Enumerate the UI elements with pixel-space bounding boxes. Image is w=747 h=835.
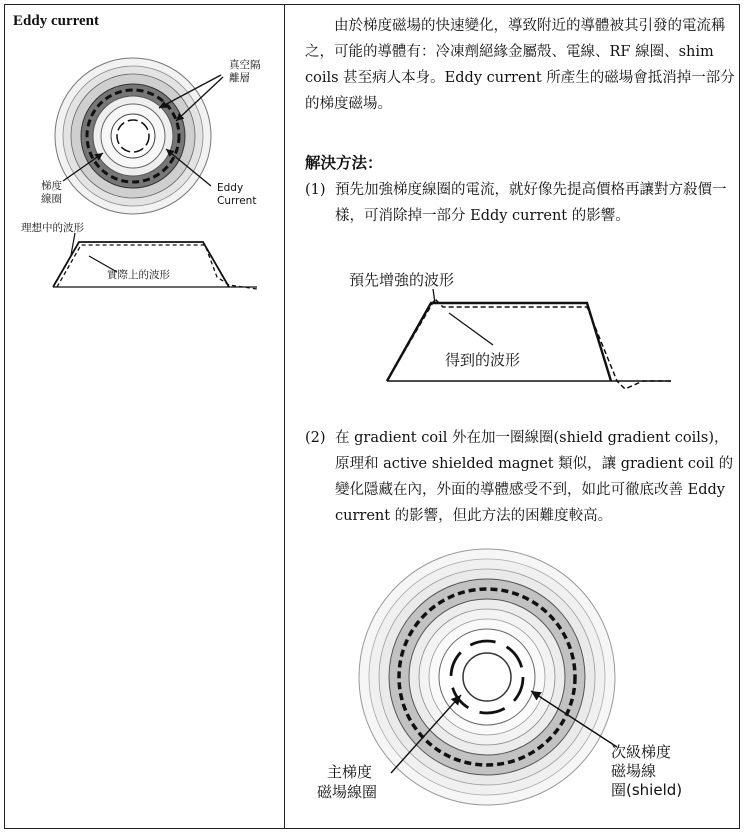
item-1-number: (1)	[305, 182, 326, 198]
eddy-current-diagram	[11, 41, 281, 216]
item-2-text: 在 gradient coil 外在加一圈線圈(shield gradient coils)，原理和 active shielded magnet 類似，讓 gradient coil 的變化隱藏在內，外面的導體感受不到，如此可徹底改善 Eddy current 的影響，但此方法的困難度較高。	[335, 430, 734, 524]
primary-coil-label-2: 磁場線圈	[317, 783, 378, 801]
item-2-number: (2)	[305, 430, 326, 446]
label-coil-1: 梯度	[41, 180, 62, 192]
label-vacuum-1: 真空隔	[229, 59, 261, 71]
label-eddy-2: Current	[217, 195, 257, 207]
intro-paragraph: 由於梯度磁場的快速變化，導致附近的導體被其引發的電流稱之，可能的導體有：冷凍劑絕緣金屬殼、電線、RF 線圈、shim coils 甚至病人本身。Eddy current 所產生的磁場會抵消掉一部分的梯度磁場。	[305, 18, 735, 112]
waveform-comparison	[11, 217, 281, 299]
document-table	[4, 4, 740, 829]
solution-item-1	[305, 177, 740, 229]
shield-coil-label-3: 圈(shield)	[611, 781, 683, 799]
wave2-result-label: 得到的波形	[445, 351, 521, 369]
wave-actual-label: 實際上的波形	[107, 269, 170, 281]
section-title: Eddy current	[13, 13, 99, 29]
solution-item-2	[305, 425, 740, 529]
label-coil-2: 線圈	[41, 193, 62, 205]
primary-coil-label-1: 主梯度	[327, 763, 373, 781]
shield-coil-label-2: 磁場線	[611, 762, 657, 780]
shield-coil-label-1: 次級梯度	[611, 743, 672, 761]
column-divider	[284, 5, 285, 828]
wave2-boost-label: 預先增強的波形	[349, 271, 455, 289]
wave-ideal-label: 理想中的波形	[21, 222, 84, 234]
label-eddy-1: Eddy	[217, 182, 244, 194]
shield-coil-diagram	[305, 545, 735, 825]
label-vacuum-2: 離層	[229, 72, 250, 84]
preboost-waveform-figure	[325, 263, 685, 403]
item-1-text: 預先加強梯度線圈的電流，就好像先提高價格再讓對方殺價一樣，可消除掉一部分 Eddy current 的影響。	[335, 182, 727, 224]
solution-heading: 解決方法：	[305, 154, 383, 172]
